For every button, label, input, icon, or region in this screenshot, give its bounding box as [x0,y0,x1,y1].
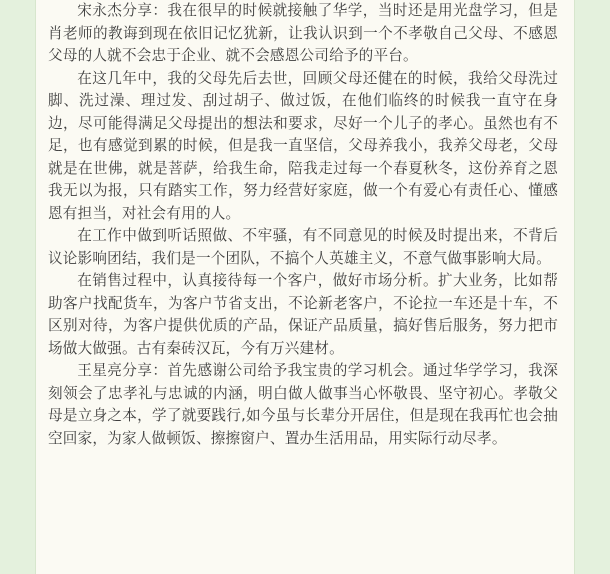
paragraph-sales-process: 在销售过程中，认真接待每一个客户，做好市场分析。扩大业务，比如帮助客户找配货车，为客户节省支出，不论新老客户，不论拉一车还是十车，不区别对待，为客户提供优质的产品，保证产品质量，搞好售后服务，努力把市场做大做强。古有秦砖汉瓦，今有万兴建材。 [48,272,558,357]
paragraph-parents-care: 在这几年中，我的父母先后去世，回顾父母还健在的时候，我给父母洗过脚、洗过澡、理过发、刮过胡子、做过饭，在他们临终的时候我一直守在身边，尽可能得满足父母提出的想法和要求，尽好一个儿子的孝心。虽然也有不足，也有感觉到累的时候，但是我一直坚信，父母养我小，我养父母老，父母就是在世佛，就是菩萨，给我生命，陪我走过每一个春夏秋冬，这份养育之恩我无以为报，只有踏实工作，努力经营好家庭，做一个有爱心有责任心、懂感恩有担当，对社会有用的人。 [48,69,558,222]
paragraph-wang-xingliang-share: 王星亮分享：首先感谢公司给予我宝贵的学习机会。通过华学学习，我深刻领会了忠孝礼与忠诚的内涵，明白做人做事当心怀敬畏、坚守初心。孝敬父母是立身之本，学了就要践行,如今虽与长辈分开居住，但是现在我再忙也会抽空回家，为家人做顿饭、擦擦窗户、置办生活用品，用实际行动尽孝。 [48,362,558,447]
paragraph-song-yongjie-intro: 宋永杰分享：我在很早的时候就接触了华学，当时还是用光盘学习，但是肖老师的教诲到现在依旧记忆犹新，让我认识到一个不孝敬自己父母、不感恩父母的人就不会忠于企业、就不会感恩公司给予的平台。 [48,2,558,64]
article-body [48,0,558,450]
paragraph-work-attitude: 在工作中做到听话照做、不牢骚，有不同意见的时候及时提出来，不背后议论影响团结，我们是一个团队，不搞个人英雄主义，不意气做事影响大局。 [48,227,558,267]
